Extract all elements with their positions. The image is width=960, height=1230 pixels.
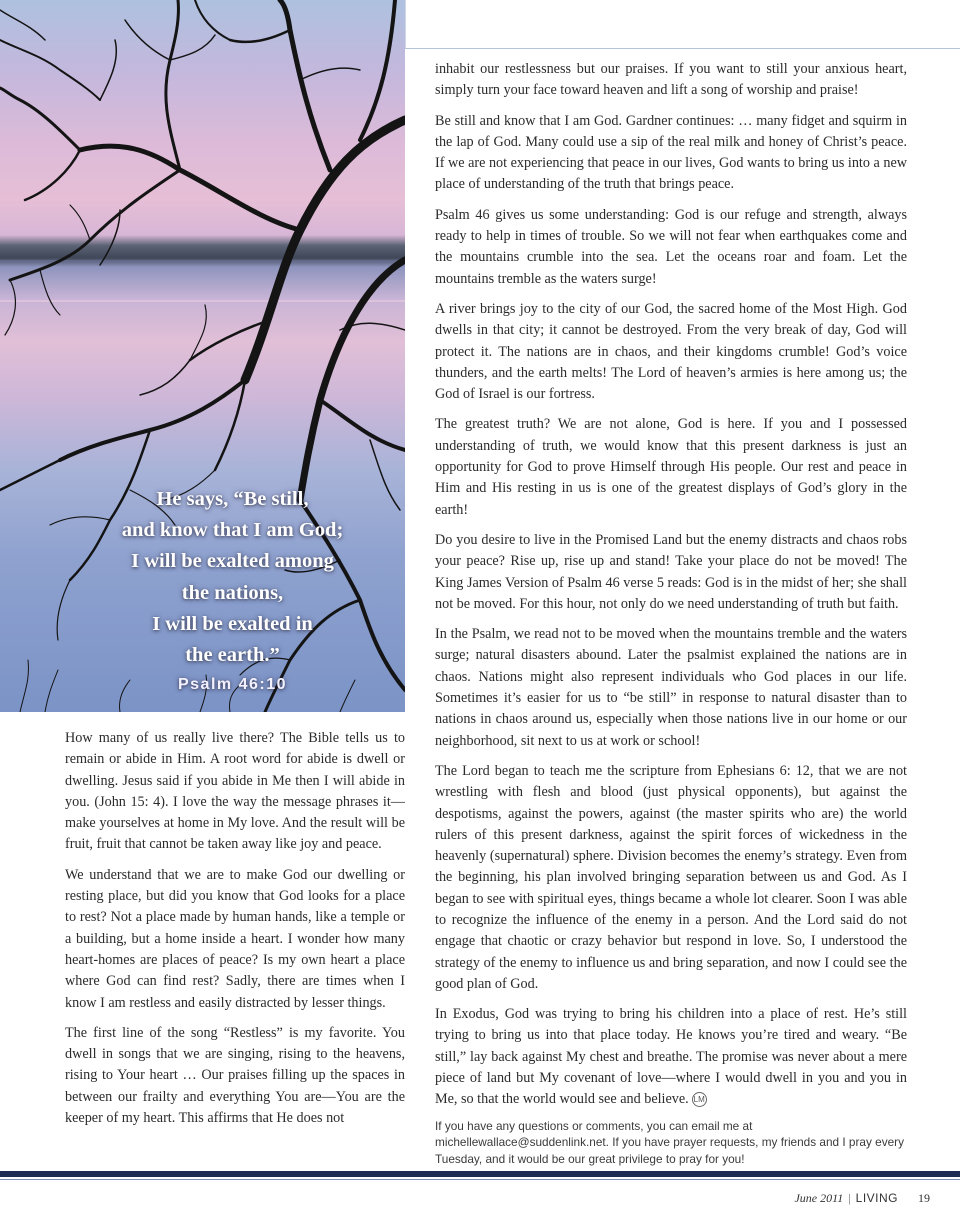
right-column (435, 59, 907, 1167)
paragraph: inhabit our restlessness but our praises. If you want to still your anxious heart, simply turn your face toward heaven and lift a song of worship and praise! (435, 61, 907, 99)
paragraph-final (435, 1004, 907, 1110)
quote-line: the nations, (181, 581, 284, 604)
quote-line: and know that I am God; (121, 519, 344, 542)
paragraph: Be still and know that I am God. Gardner continues: … many fidget and squirm in the lap of God. Many could use a sip of the real milk and honey of Christ’s peace. If we are not experiencing that peace in our lives, God wants to bring us into a new place of understanding of the truth that brings peace. (435, 112, 907, 193)
left-column (65, 728, 405, 1138)
header-rule (405, 48, 960, 49)
paragraph: Do you desire to live in the Promised Land but the enemy distracts and chaos robs your peace? Rise up, rise up and stand! Take your place do not be moved! The King James Version of Psalm 46 verse 5 reads: God is in the midst of her; she shall not be moved. For this hour, not only do we need understanding of truth but faith. (435, 531, 907, 612)
paragraph: How many of us really live there? The Bible tells us to remain or abide in Him. A root word for abide is dwell or dwelling. Jesus said if you abide in Me then I will abide in you. (John 15: 4). I love the way the message phrases it—make yourselves at home in My love. And the result will be fruit, fruit that cannot be taken away like joy and peace. (65, 730, 405, 853)
footer-rule (0, 1179, 960, 1180)
quote-line: He says, “Be still, (156, 488, 309, 510)
hero-photo (0, 0, 405, 712)
quote-reference: Psalm 46:10 (177, 676, 287, 694)
quote-line: the earth.” (185, 644, 280, 667)
footer-bar (0, 1171, 960, 1177)
page-number: 19 (918, 1191, 930, 1205)
end-mark-icon: LM (692, 1092, 707, 1107)
paragraph: Psalm 46 gives us some understanding: God is our refuge and strength, always ready to help in times of trouble. So we will not fear when earthquakes come and the mountains crumble into the sea. Let the oceans roar and foam. Let the mountains tremble as the waters surge! (435, 206, 907, 287)
quote-line: I will be exalted among (131, 550, 334, 573)
folio-separator: | (848, 1191, 851, 1205)
quote-line: I will be exalted in (152, 612, 313, 635)
issue-date: June 2011 (794, 1191, 844, 1205)
paragraph-text: In Exodus, God was trying to bring his children into a place of rest. He’s still trying to bring us into that place today. He knows you’re tired and weary. “Be still,” lay back against My chest and breathe. The promise was never about a mere piece of land but My covenant of love—where I would dwell in you and you in Me, so that the world would see and believe. (435, 1006, 907, 1108)
paragraph: The greatest truth? We are not alone, God is here. If you and I possessed understanding of truth, we would know that this present darkness is just an opportunity for God to prove Himself through His people. Our rest and peace in Him and His resting in us is one of the greatest displays of God’s glory in the earth! (435, 416, 907, 518)
pull-quote (60, 484, 405, 699)
paragraph: A river brings joy to the city of our God, the sacred home of the Most High. God dwells in that city; it cannot be destroyed. From the very break of day, God will protect it. The nations are in chaos, and their kingdoms crumble! God’s voice thunders, and the earth melts! The Lord of heaven’s armies is here among us; the God of Israel is our fortress. (435, 300, 907, 403)
column-divider (405, 0, 406, 48)
paragraph: The first line of the song “Restless” is my favorite. You dwell in songs that we are singing, rising to the heavens, rising to Your heart … Our praises filling up the spaces in between our frailty and everything You are—You are the keeper of my heart. This affirms that He does not (65, 1024, 405, 1127)
magazine-name: LIVING (855, 1191, 898, 1205)
paragraph: In the Psalm, we read not to be moved when the mountains tremble and the waters surge; natural disasters abound. Later the psalmist explained the nations are in chaos. Nations might also represent individuals who God places in our life. Sometimes it’s easier for us to “be still” in response to natural disaster than to nations in chaos around us, especially when those nations live in our home or our neighborhood, sit next to us at work or school! (435, 626, 907, 749)
paragraph: We understand that we are to make God our dwelling or resting place, but did you know that God looks for a place to rest? Not a place made by human hands, like a temple or a building, but a home inside a heart. I wonder how many heart-homes are places of peace? Is my own heart a place where God can find rest? Sadly, there are times when I know I am restless and easily distracted by lesser things. (65, 866, 405, 1011)
page-folio (794, 1191, 930, 1206)
author-note: If you have any questions or comments, you can email me at michellewallace@suddenlink.net. If you have prayer requests, my friends and I pray every Tuesday, and it would be our great privilege to pray for you! (435, 1118, 905, 1166)
paragraph: The Lord began to teach me the scripture from Ephesians 6: 12, that we are not wrestling with flesh and blood (just physical opponents), but against the despotisms, against the powers, against (the master spirits who are) the world rulers of this present darkness, against the spirit forces of wickedness in the heavenly (supernatural) sphere. Division becomes the enemy’s strategy. Even from the beginning, his plan involved bringing separation between us and God. As I began to see with spiritual eyes, things became a whole lot clearer. Soon I was able to recognize the influence of the enemy in a person. And the Lord said do not engage that chaotic or crazy behavior but respond in love. So, I understood the strategy of the enemy to influence us and bring separation, and now I could see the good plan of God. (435, 762, 907, 992)
